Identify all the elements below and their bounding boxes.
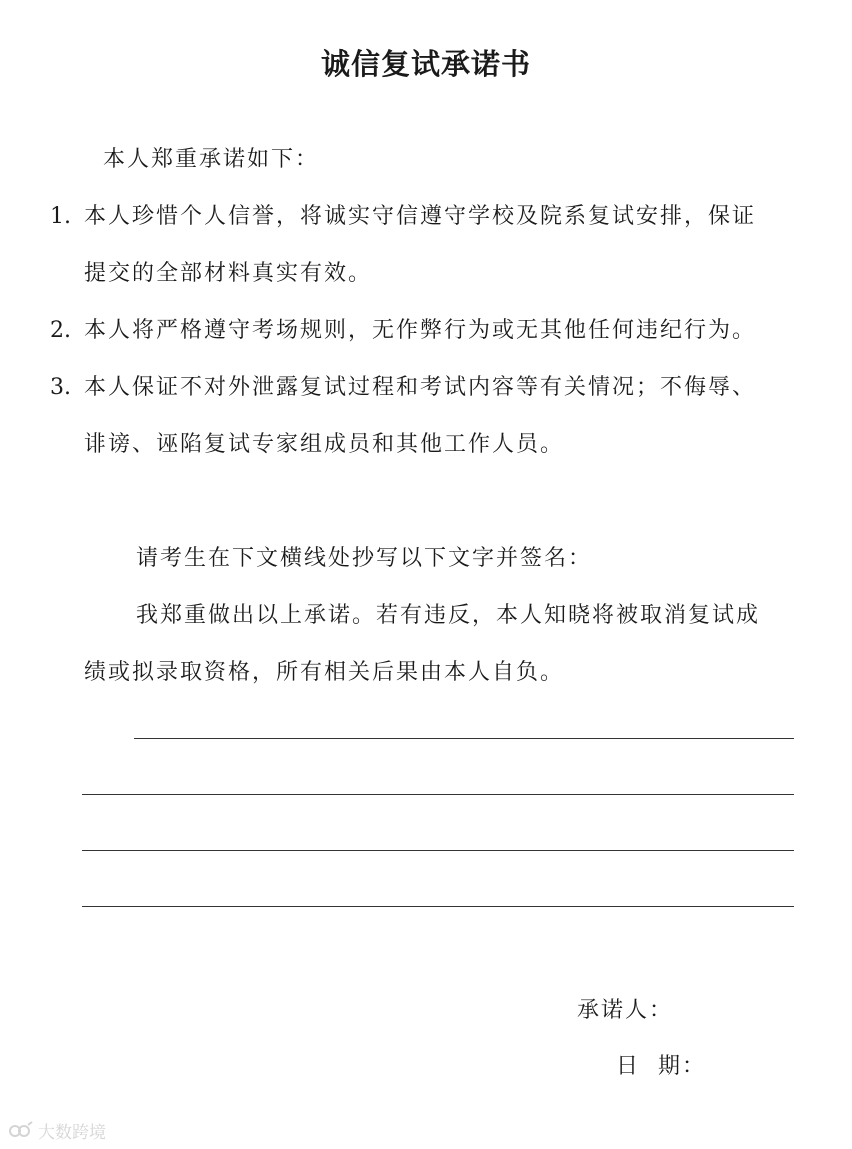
copy-line-1[interactable] bbox=[134, 738, 794, 739]
list-item-1-text-2: 提交的全部材料真实有效。 bbox=[84, 261, 373, 286]
pledge-text-2: 绩或拟录取资格，所有相关后果由本人自负。 bbox=[84, 660, 565, 685]
list-item-2-text-1: 本人将严格遵守考场规则，无作弊行为或无其他任何违纪行为。 bbox=[84, 318, 757, 343]
document-title: 诚信复试承诺书 bbox=[320, 47, 531, 81]
list-item-3-text-2: 诽谤、诬陷复试专家组成员和其他工作人员。 bbox=[84, 432, 565, 457]
copy-line-2[interactable] bbox=[82, 794, 794, 795]
brand-logo-icon bbox=[8, 1121, 34, 1141]
instruction-text: 请考生在下文横线处抄写以下文字并签名： bbox=[136, 546, 593, 571]
watermark bbox=[8, 1118, 106, 1143]
list-item-1-number: 1. bbox=[50, 204, 71, 229]
list-item-1-line-1 bbox=[50, 203, 756, 231]
list-item-1-text-1: 本人珍惜个人信誉，将诚实守信遵守学校及院系复试安排，保证 bbox=[84, 204, 757, 229]
list-item-3-line-1 bbox=[50, 374, 756, 402]
list-item-3-number: 3. bbox=[50, 375, 71, 400]
date-label: 日 期： bbox=[616, 1054, 706, 1079]
list-item-2-line-1 bbox=[50, 317, 756, 345]
intro-text: 本人郑重承诺如下： bbox=[103, 147, 320, 172]
copy-line-4[interactable] bbox=[82, 906, 794, 907]
list-item-3-text-1: 本人保证不对外泄露复试过程和考试内容等有关情况；不侮辱、 bbox=[84, 375, 757, 400]
copy-line-3[interactable] bbox=[82, 850, 794, 851]
list-item-2-number: 2. bbox=[50, 318, 71, 343]
watermark-text: 大数跨境 bbox=[38, 1123, 106, 1143]
signature-label: 承诺人： bbox=[577, 998, 674, 1023]
pledge-text-1: 我郑重做出以上承诺。若有违反，本人知晓将被取消复试成 bbox=[136, 603, 761, 628]
